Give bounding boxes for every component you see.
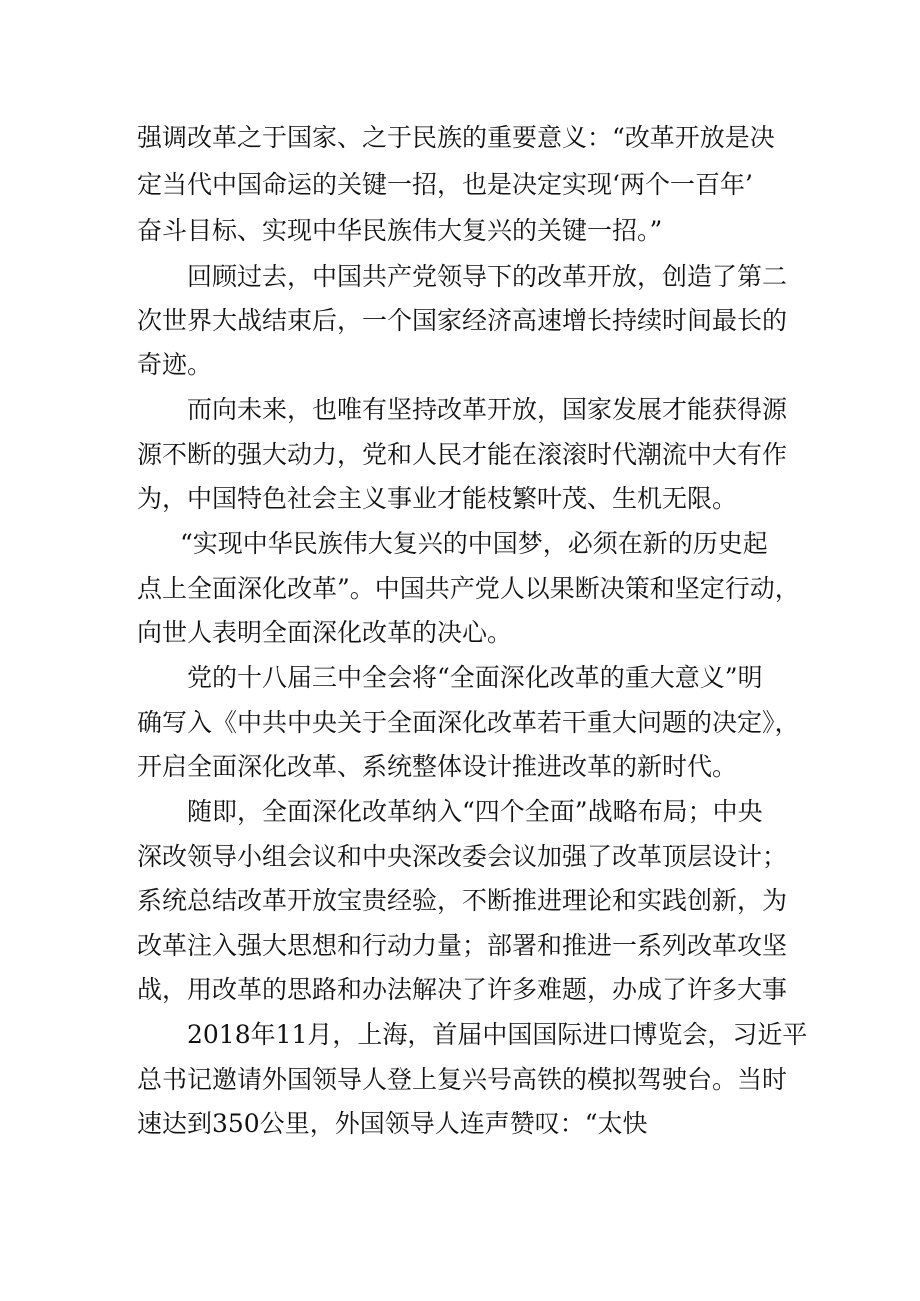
- paragraph-4-line-3: 向世人表明全面深化改革的决心。: [137, 618, 513, 647]
- paragraph-1-line-2: 定当代中国命运的关键一招，也是决定实现‘两个一百年’: [137, 170, 753, 199]
- paragraph-6-line-3: 系统总结改革开放宝贵经验，不断推进理论和实践创新，为: [137, 886, 788, 915]
- paragraph-2-line-3: 奇迹。: [137, 350, 213, 379]
- paragraph-3-line-2: 源不断的强大动力，党和人民才能在滚滚时代潮流中大有作: [137, 440, 788, 469]
- paragraph-6-line-2: 深改领导小组会议和中央深改委会议加强了改革顶层设计；: [137, 842, 788, 871]
- paragraph-7-line-1: 2018年11月，上海，首届中国国际进口博览会，习近平: [187, 1020, 808, 1049]
- paragraph-2-line-1: 回顾过去，中国共产党领导下的改革开放，创造了第二: [187, 262, 788, 291]
- paragraph-4-line-2: 点上全面深化改革”。中国共产党人以果断决策和坚定行动，: [137, 574, 800, 603]
- paragraph-3-line-1: 而向未来，也唯有坚持改革开放，国家发展才能获得源: [187, 395, 788, 424]
- paragraph-3-line-3: 为，中国特色社会主义事业才能枝繁叶茂、生机无限。: [137, 484, 738, 513]
- paragraph-1-line-3: 奋斗目标、实现中华民族伟大复兴的关键一招。”: [137, 216, 663, 245]
- paragraph-5-line-3: 开启全面深化改革、系统整体设计推进改革的新时代。: [137, 752, 738, 781]
- paragraph-2-line-2: 次世界大战结束后，一个国家经济高速增长持续时间最长的: [137, 306, 788, 335]
- paragraph-5-line-1: 党的十八届三中全会将“全面深化改革的重大意义”明: [187, 663, 763, 692]
- paragraph-7-line-3: 速达到350公里，外国领导人连声赞叹：“太快: [137, 1109, 648, 1138]
- paragraph-7-line-2: 总书记邀请外国领导人登上复兴号高铁的模拟驾驶台。当时: [137, 1065, 788, 1094]
- paragraph-6-line-5: 战，用改革的思路和办法解决了许多难题，办成了许多大事: [137, 975, 788, 1004]
- paragraph-6-line-4: 改革注入强大思想和行动力量；部署和推进一系列改革攻坚: [137, 931, 788, 960]
- paragraph-4-line-1: “实现中华民族伟大复兴的中国梦，必须在新的历史起: [180, 529, 768, 558]
- paragraph-1-line-1: 强调改革之于国家、之于民族的重要意义：“改革开放是决: [137, 123, 775, 152]
- paragraph-5-line-2: 确写入《中共中央关于全面深化改革若干重大问题的决定》，: [137, 708, 800, 737]
- paragraph-6-line-1: 随即，全面深化改革纳入“四个全面”战略布局；中央: [187, 797, 763, 826]
